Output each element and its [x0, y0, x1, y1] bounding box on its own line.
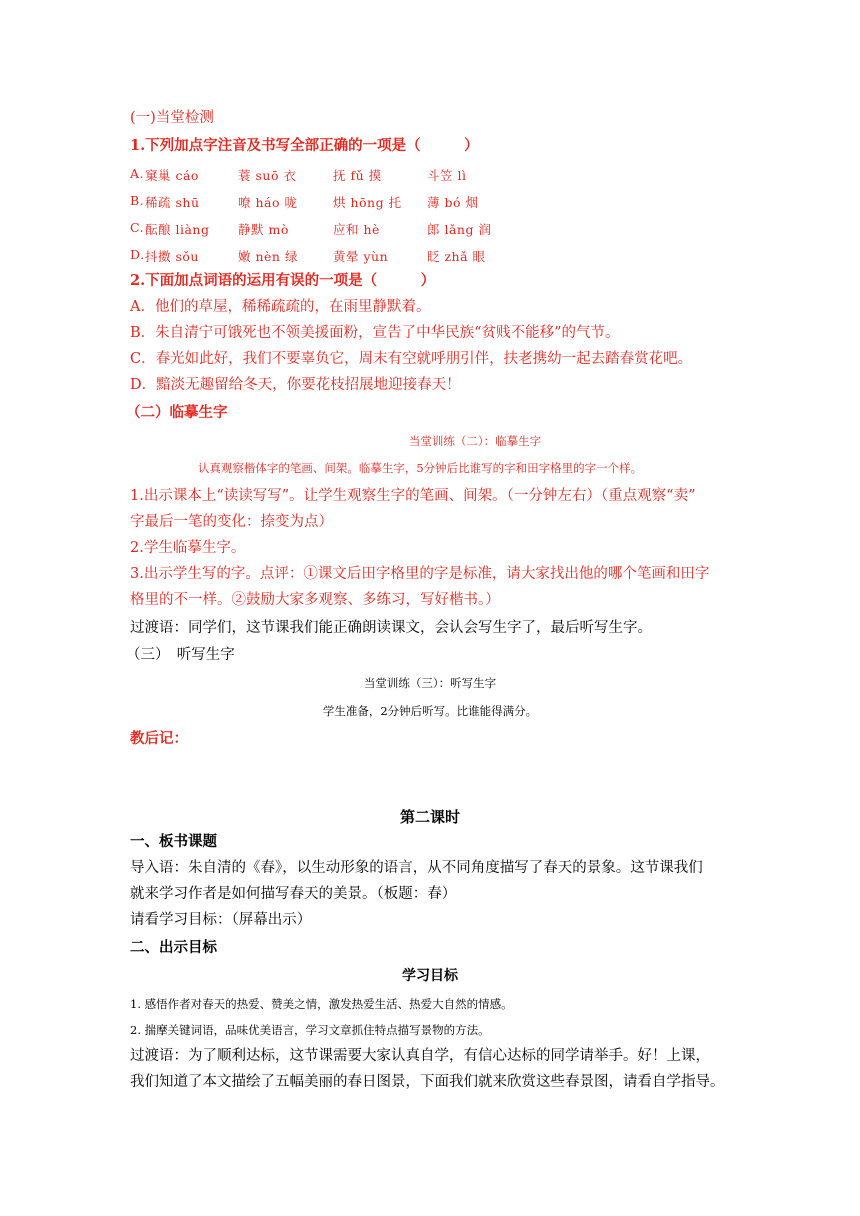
option-c-item: 应和 hè [333, 222, 380, 237]
afterword-label: 教后记： [130, 730, 188, 747]
goals-title: 学习目标 [402, 968, 458, 984]
question2-option-d: D．黯淡无趣留给冬天，你要花枝招展地迎接春天！ [130, 377, 461, 393]
intro-line-1: 导入语：朱自清的《春》，以生动形象的语言，从不同角度描写了春天的景象。这节课我们 [130, 860, 703, 876]
transition-line-2: 我们知道了本文描绘了五幅美丽的春日图景，下面我们就来欣赏这些春景图，请看自学指导。 [130, 1074, 725, 1090]
question1-stem: 1.下列加点字注音及书写全部正确的一项是（ ） [130, 137, 479, 154]
option-c-item: 郎 lǎng 润 [427, 222, 492, 237]
option-d-item: 嫩 nèn 绿 [238, 249, 298, 264]
slide2-text: 认真观察楷体字的笔画、间架。临摹生字，5分钟后比谁写的字和田字格里的字一个样。 [197, 461, 643, 475]
question2-option-c: C．春光如此好，我们不要辜负它，周末有空就呼朋引伴，扶老携幼一起去踏春赏花吧。 [130, 351, 693, 367]
goal-prompt: 请看学习目标：（屏幕出示） [130, 912, 312, 928]
option-d-item: 黄晕 yùn [333, 249, 389, 264]
option-a-item: 窠巢 cáo [145, 168, 199, 183]
section1-heading: (一)当堂检测 [130, 110, 214, 126]
lesson2-title: 第二课时 [399, 808, 460, 826]
goal-1: 1. 感悟作者对春天的热爱、赞美之情，激发热爱生活、热爱大自然的情感。 [130, 997, 513, 1011]
option-b-item: 稀疏 shū [145, 195, 200, 210]
option-a-item: 蓑 suō 衣 [238, 168, 297, 183]
intro-line-2: 就来学习作者是如何描写春天的美景。（板题：春） [130, 886, 457, 902]
option-b-item: 嘹 háo 咙 [238, 195, 298, 210]
option-d-label: D. [130, 247, 145, 262]
step-3a: 3.出示学生写的字。点评：①课文后田字格里的字是标准，请大家找出他的哪个笔画和田字 [130, 566, 710, 582]
part1-heading: 一、板书课题 [130, 833, 217, 850]
slide2-title: 当堂训练（二）：临摹生字 [408, 434, 542, 448]
step-3b: 格里的不一样。②鼓励大家多观察、多练习，写好楷书。） [130, 592, 500, 608]
slide3-title: 当堂训练（三）：听写生字 [363, 676, 497, 690]
option-b-item: 薄 bó 烟 [427, 195, 479, 210]
option-c-item: 酝酿 liàng [145, 222, 210, 237]
section3-heading: （三） 听写生字 [126, 647, 235, 663]
question2-stem: 2.下面加点词语的运用有误的一项是（ ） [130, 272, 436, 289]
question2-option-b: B．朱自清宁可饿死也不领美援面粉，宣告了中华民族“贫贱不能移”的气节。 [130, 325, 620, 341]
transition-line-1: 过渡语：为了顺利达标，这节课需要大家认真自学，有信心达标的同学请举手。好！上课， [130, 1048, 710, 1064]
section2-transition: 过渡语：同学们，这节课我们能正确朗读课文，会认会写生字了，最后听写生字。 [130, 620, 652, 636]
option-b-label: B. [130, 193, 145, 208]
step-1a: 1.出示课本上“读读写写”。让学生观察生字的笔画、间架。（一分钟左右）（重点观察“卖” [130, 488, 696, 504]
option-a-item: 斗笠 lì [427, 168, 467, 183]
goal-2: 2. 揣摩关键词语，品味优美语言，学习文章抓住特点描写景物的方法。 [130, 1023, 490, 1037]
option-d-item: 眨 zhǎ 眼 [427, 249, 486, 264]
step-2: 2.学生临摹生字。 [130, 540, 246, 556]
option-a-item: 抚 fǔ 摸 [333, 168, 382, 183]
option-c-label: C. [130, 220, 145, 235]
part2-heading: 二、出示目标 [130, 939, 217, 956]
option-c-item: 静默 mò [238, 222, 289, 237]
option-b-item: 烘 hōng 托 [333, 195, 402, 210]
slide3-text: 学生准备，2分钟后听写。比谁能得满分。 [322, 704, 538, 718]
step-1b: 字最后一笔的变化：捺变为点） [130, 514, 333, 530]
option-a-label: A. [130, 166, 145, 181]
question2-option-a: A．他们的草屋，稀稀疏疏的，在雨里静默着。 [130, 299, 431, 315]
option-d-item: 抖擞 sǒu [145, 249, 199, 264]
section2-heading: （二）临摹生字 [126, 404, 228, 421]
